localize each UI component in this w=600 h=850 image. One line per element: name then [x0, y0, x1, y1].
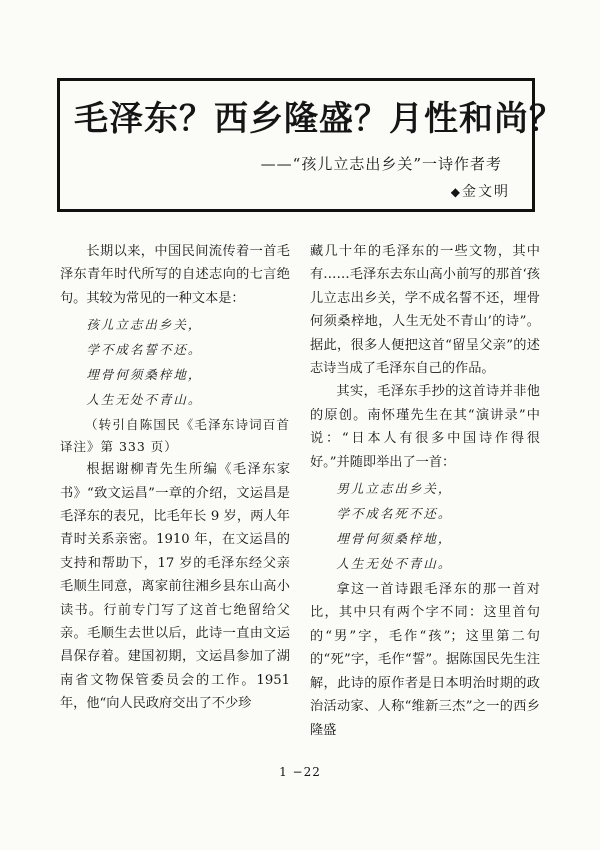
poem-line: 埋骨何须桑梓地，: [86, 367, 203, 383]
poem-source: （转引自陈国民《毛泽东诗词百首译注》第 333 页）: [60, 417, 290, 455]
diamond-icon: ◆: [450, 185, 462, 199]
poem-line: 学不成名死不还。: [336, 506, 453, 522]
poem-line: 人生无处不青山。: [336, 556, 453, 572]
right-column: [310, 240, 540, 742]
author-name: 金文明: [462, 184, 510, 200]
poem-line: 埋骨何须桑梓地，: [336, 531, 453, 547]
poem-line: 男儿立志出乡关，: [336, 481, 453, 497]
article-subtitle: ——“孩儿立志出乡关”一诗作者考: [260, 155, 502, 173]
author-line: [451, 181, 510, 201]
paragraph-comparison: 拿这一首诗跟毛泽东的那一首对比，其中只有两个字不同：这里首句的“男”字，毛作“孩”；这里第二句的“死”字，毛作“誓”。据陈国民先生注解，此诗的原作者是日本明治时期的政治活动家、人称“维新三杰”之一的西乡隆盛: [310, 582, 540, 738]
left-column: [60, 240, 290, 716]
poem-japanese-version: [336, 476, 540, 576]
paragraph-intro: 长期以来，中国民间流传着一首毛泽东青年时代所写的自述志向的七言绝句。其较为常见的一种文本是：: [60, 244, 290, 306]
poem-mao-version: [86, 312, 290, 412]
paragraph-background: 根据谢柳青先生所编《毛泽东家书》“致文运昌”一章的介绍，文运昌是毛泽东的表兄，比毛年长 9 岁，两人年青时关系亲密。1910 年，在文运昌的支持和帮助下，17 岁的毛泽东经父亲毛顺生同意，离家前往湘乡县东山高小读书。行前专门写了这首七绝留给父亲。毛顺生去世以后，此诗一直由文运昌保存着。建国初期，文运昌参加了湖南省文物保管委员会的工作。1951 年，他“向人民政府交出了不少珍: [60, 462, 290, 712]
poem-line: 人生无处不青山。: [86, 392, 203, 408]
page-number: 1 −22: [279, 765, 321, 779]
poem-line: 学不成名誓不还。: [86, 342, 203, 358]
paragraph-origin: 其实，毛泽东手抄的这首诗并非他的原创。南怀瑾先生在其“演讲录”中说：“日本人有很多中国诗作得很好。”并随即举出了一首：: [310, 384, 540, 470]
title-box: [57, 78, 564, 212]
poem-line: 孩儿立志出乡关，: [86, 317, 203, 333]
paragraph-continued: 藏几十年的毛泽东的一些文物，其中有……毛泽东去东山高小前写的那首‘孩儿立志出乡关，学不成名誓不还，埋骨何须桑梓地，人生无处不青山’的诗”。据此，很多人便把这首“留呈父亲”的述志诗当成了毛泽东自己的作品。: [310, 244, 540, 377]
article-title: 毛泽东？西乡隆盛？月性和尚？: [74, 99, 564, 139]
